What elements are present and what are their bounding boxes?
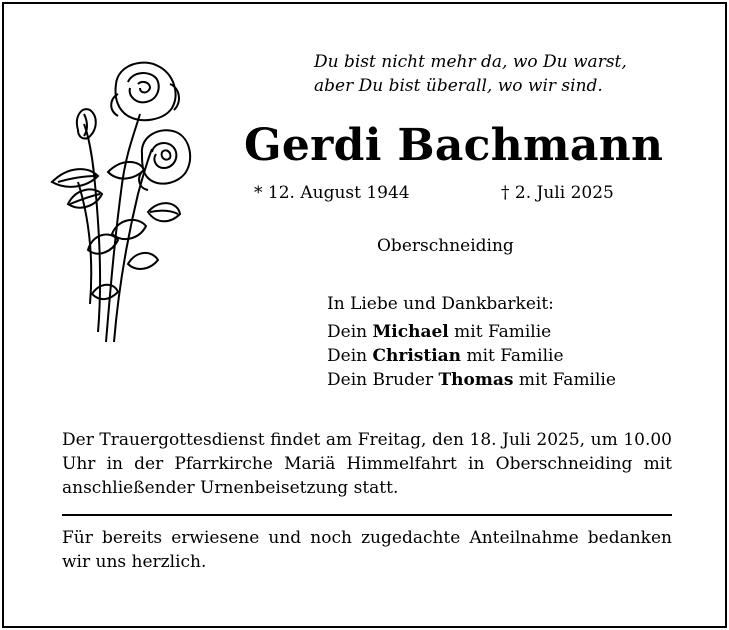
mourner-line [327, 368, 616, 392]
place-name: Oberschneiding [377, 236, 514, 256]
mourner-suffix: mit Familie [461, 346, 564, 366]
mourner-name: Thomas [438, 370, 514, 390]
quote-line-2: aber Du bist überall, wo wir sind. [314, 76, 603, 96]
death-date: † 2. Juli 2025 [501, 183, 614, 203]
quote-line-1: Du bist nicht mehr da, wo Du warst, [314, 52, 627, 72]
mourners-block [327, 292, 616, 392]
service-info: Der Trauergottesdienst findet am Freitag, den 18. Juli 2025, um 10.00 Uhr in der Pfarrkirche Mariä Himmelfahrt in Oberschneiding mit anschließender Urnenbeisetzung statt. [62, 430, 672, 498]
mourner-line [327, 320, 616, 344]
rose-bouquet-icon [48, 54, 198, 344]
mourner-suffix: mit Familie [513, 370, 616, 390]
thanks-intro: In Liebe und Dankbarkeit: [327, 294, 554, 314]
deceased-name: Gerdi Bachmann [244, 120, 664, 171]
mourner-name: Michael [372, 322, 449, 342]
mourner-prefix: Dein [327, 346, 373, 366]
mourner-suffix: mit Familie [448, 322, 552, 342]
memorial-quote [314, 50, 684, 98]
mourner-name: Christian [372, 346, 462, 366]
mourner-line [327, 344, 616, 368]
obituary-notice [2, 2, 727, 628]
mourner-prefix: Dein Bruder [327, 370, 439, 390]
section-divider [62, 514, 672, 516]
closing-thanks: Für bereits erwiesene und noch zugedachte Anteilnahme bedanken wir uns herzlich. [62, 528, 672, 572]
mourner-prefix: Dein [327, 322, 373, 342]
birth-date: * 12. August 1944 [254, 183, 410, 203]
